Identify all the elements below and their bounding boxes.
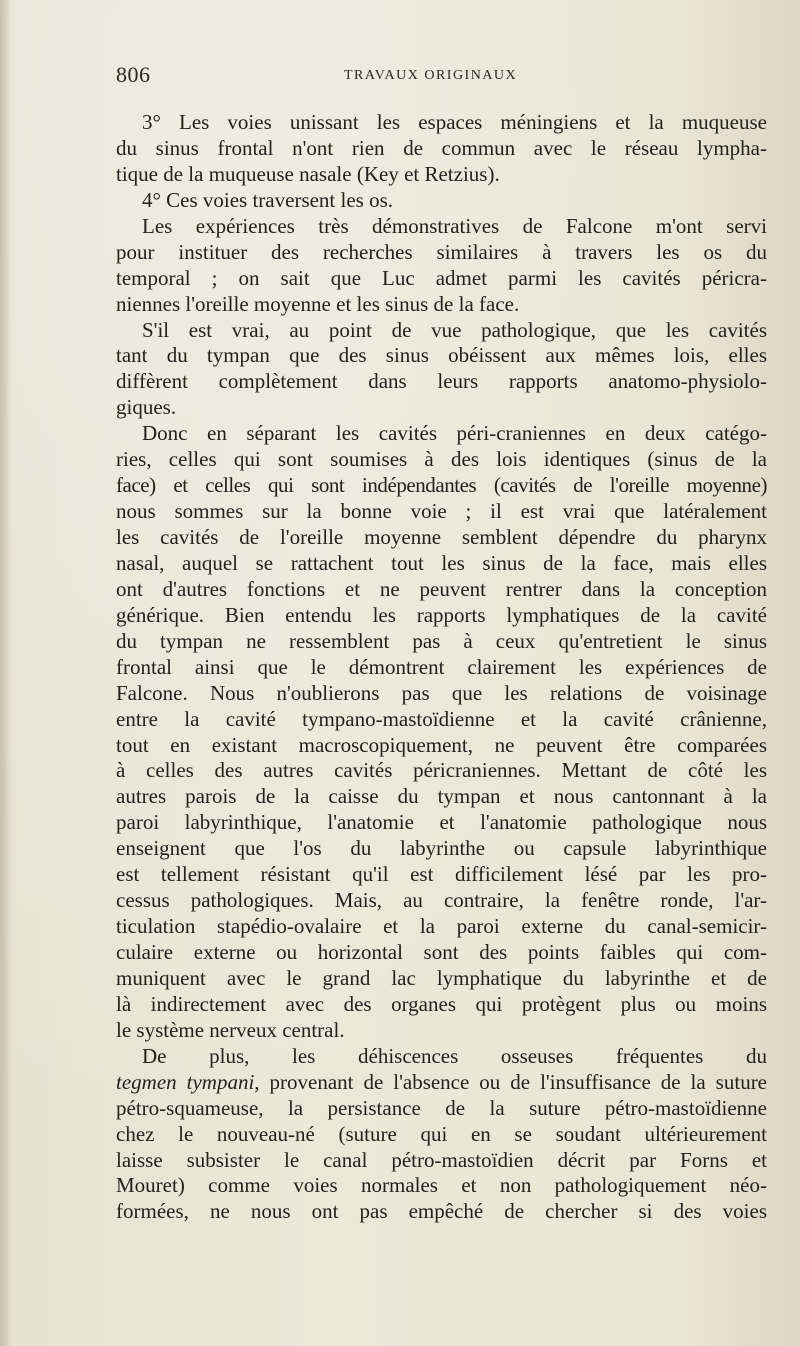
text-line: du sinus frontal n'ont rien de commun avec le réseau lympha-	[116, 135, 767, 160]
text-line: S'il est vrai, au point de vue pathologique, que les cavités	[142, 317, 767, 342]
text-line: 3° Les voies unissant les espaces méningiens et la muqueuse	[142, 110, 767, 134]
text-line: du tympan ne ressemblent pas à ceux qu'entretient le sinus	[116, 628, 767, 653]
text-line: ont d'autres fonctions et ne peuvent rentrer dans la conception	[116, 576, 767, 601]
text-fragment: , provenant de l'absence ou de l'insuffisance de la suture	[254, 1069, 768, 1094]
text-line: générique. Bien entendu les rapports lymphatiques de la cavité	[116, 602, 767, 627]
text-line: nous sommes sur la bonne voie ; il est vrai que latéralement	[116, 499, 767, 524]
text-line: entre la cavité tympano-mastoïdienne et la cavité crânienne,	[116, 706, 767, 731]
text-line: Mouret) comme voies normales et non pathologiquement néo-	[116, 1173, 767, 1198]
text-line: cessus pathologiques. Mais, au contraire, la fenêtre ronde, l'ar-	[116, 888, 767, 913]
text-line: Falcone. Nous n'oublierons pas que les relations de voisinage	[116, 680, 767, 705]
text-line: tant du tympan que des sinus obéissent aux mêmes lois, elles	[116, 343, 767, 368]
text-line: diffèrent complètement dans leurs rapports anatomo-physiolo-	[116, 369, 767, 394]
text-line: niennes l'oreille moyenne et les sinus de la face.	[116, 291, 520, 316]
text-line: tique de la muqueuse nasale (Key et Retzius).	[116, 161, 500, 186]
text-line: paroi labyrinthique, l'anatomie et l'anatomie pathologique nous	[116, 810, 767, 835]
text-line: autres parois de la caisse du tympan et nous cantonnant à la	[116, 784, 767, 809]
text-line: face) et celles qui sont indépendantes (cavités de l'oreille moyenne)	[116, 473, 767, 498]
italic-term: tegmen tympani	[116, 1069, 255, 1094]
body-text	[116, 110, 767, 1225]
text-line: 4° Ces voies traversent les os.	[142, 187, 394, 212]
text-line: tout en existant macroscopiquement, ne peuvent être comparées	[116, 732, 767, 757]
running-title: TRAVAUX ORIGINAUX	[344, 68, 518, 83]
text-line: ticulation stapédio-ovalaire et la paroi externe du canal-semicir-	[116, 914, 767, 939]
text-line: à celles des autres cavités péricraniennes. Mettant de côté les	[116, 758, 767, 783]
text-line: formées, ne nous ont pas empêché de chercher si des voies	[116, 1199, 767, 1224]
text-line: enseignent que l'os du labyrinthe ou capsule labyrinthique	[116, 836, 767, 861]
text-line: là indirectement avec des organes qui protègent plus ou moins	[116, 991, 767, 1016]
page-number: 806	[116, 62, 151, 87]
text-line: nasal, auquel se rattachent tout les sinus de la face, mais elles	[116, 550, 767, 575]
text-line: les cavités de l'oreille moyenne semblent dépendre du pharynx	[116, 525, 767, 549]
text-line: ries, celles qui sont soumises à des lois identiques (sinus de la	[116, 447, 767, 472]
text-line: Donc en séparant les cavités péri-craniennes en deux catégo-	[142, 421, 767, 446]
text-line: Les expériences très démonstratives de Falcone m'ont servi	[142, 213, 767, 238]
text-line: est tellement résistant qu'il est difficilement lésé par les pro-	[116, 862, 767, 887]
text-line	[116, 1070, 767, 1096]
page-header	[116, 62, 766, 92]
page-edge-shadow	[0, 0, 10, 1346]
text-line: le système nerveux central.	[116, 1017, 345, 1042]
text-line: temporal ; on sait que Luc admet parmi les cavités péricra-	[116, 265, 767, 290]
text-line: pour instituer des recherches similaires à travers les os du	[116, 239, 767, 264]
text-line: De plus, les déhiscences osseuses fréquentes du	[142, 1043, 767, 1068]
text-line: giques.	[116, 395, 177, 420]
text-line: muniquent avec le grand lac lymphatique du labyrinthe et de	[116, 965, 767, 990]
text-line: pétro-squameuse, la persistance de la suture pétro-mastoïdienne	[116, 1095, 767, 1120]
text-line: frontal ainsi que le démontrent clairement les expériences de	[116, 654, 767, 679]
text-line: chez le nouveau-né (suture qui en se soudant ultérieurement	[116, 1121, 767, 1146]
text-line: culaire externe ou horizontal sont des points faibles qui com-	[116, 940, 767, 964]
text-line: laisse subsister le canal pétro-mastoïdien décrit par Forns et	[116, 1147, 767, 1172]
